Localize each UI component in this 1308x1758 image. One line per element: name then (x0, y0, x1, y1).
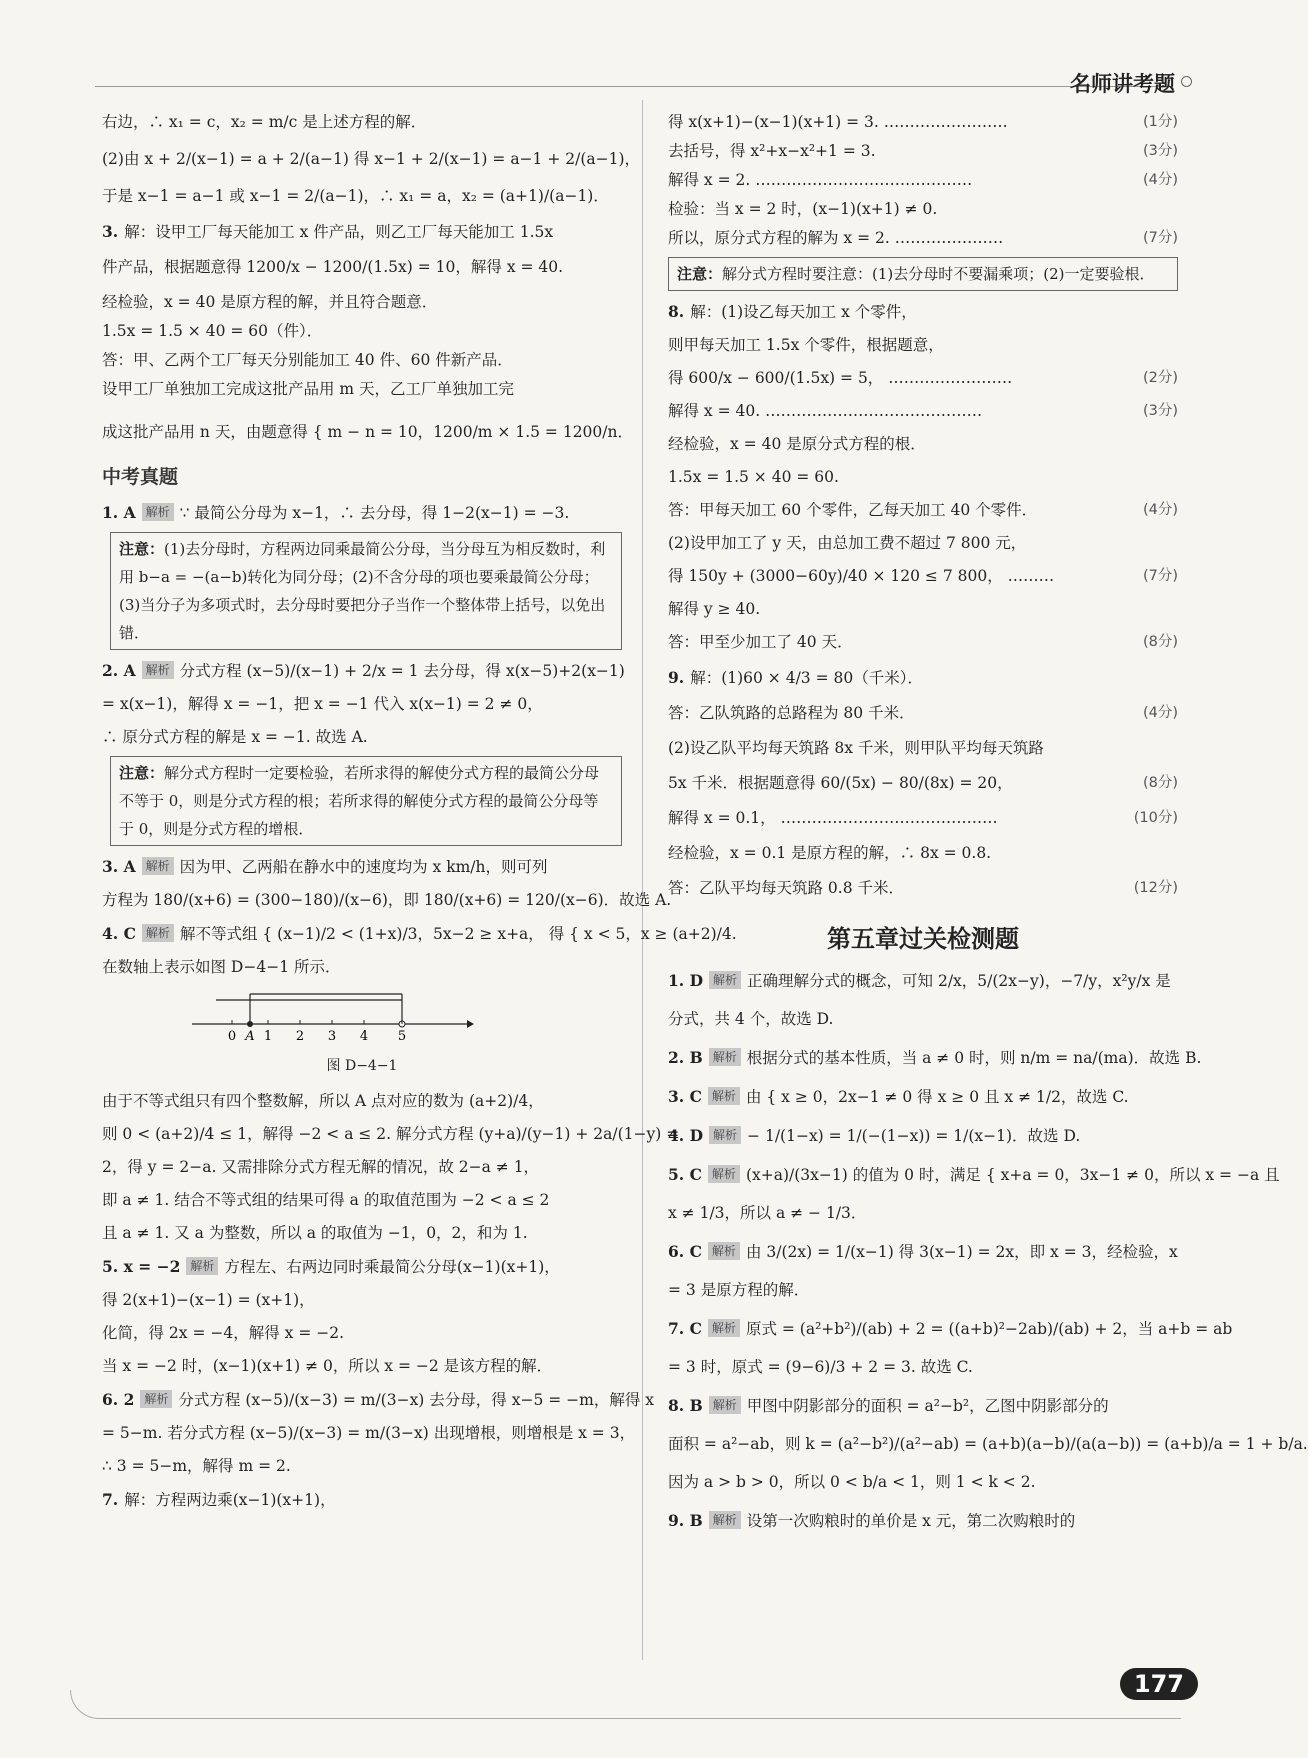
text: − 1/(1−x) = 1/(−(1−x)) = 1/(x−1)．故选 D. (747, 1127, 1081, 1145)
tick-label: 5 (397, 1029, 407, 1044)
note-label: 注意： (677, 265, 723, 283)
answer-tag: 解析 (708, 1242, 740, 1260)
answer-tag: 解： (124, 223, 156, 241)
answer-tag: 解析 (709, 1396, 741, 1414)
answer-line (668, 1043, 1202, 1073)
number-line (192, 986, 472, 1044)
chapter-items (668, 966, 1308, 1536)
answer-tag: 解析 (709, 1126, 741, 1144)
text-line (668, 1353, 1178, 1382)
text-line: 右边，∴ x₁ = c，x₂ = m/c 是上述方程的解． (102, 113, 427, 131)
text-line (102, 1352, 622, 1381)
text-line (668, 1005, 1178, 1034)
text: 则 0 < (a+2)/4 ≤ 1，解得 −2 < a ≤ 2. 解分式方程 (y+a)/(y−1) + 2a/(1−y) = (102, 1125, 680, 1143)
answer-line (102, 1252, 622, 1282)
text: 分式，共 4 个，故选 D. (668, 1010, 834, 1028)
text: 面积 = a²−ab，则 k = (a²−b²)/(a²−ab) = (a+b)(a−b)/(a(a−b)) = (a+b)/a = 1 + b/a. (668, 1435, 1308, 1453)
tick-label: 4 (359, 1029, 369, 1044)
answer-tag: 解析 (186, 1257, 218, 1275)
text: 答：甲至少加工了 40 天． (668, 633, 853, 651)
answer-tag: 解： (124, 1491, 156, 1509)
answer-tag: 解析 (708, 1087, 740, 1105)
text: 5x 千米．根据题意得 60/(5x) − 80/(8x) = 20， (668, 774, 1013, 792)
text: 得 2(x+1)−(x−1) = (x+1)， (102, 1291, 315, 1309)
text: 由于不等式组只有四个整数解，所以 A 点对应的数为 (a+2)/4， (102, 1092, 544, 1110)
question-number: 7. (102, 1490, 119, 1509)
text-line (668, 1430, 1308, 1459)
answer-line (668, 1506, 1178, 1536)
q8-lines (668, 297, 1178, 657)
text-line (102, 1120, 680, 1149)
text-line: 1.5x = 1.5 × 40 = 60（件）． (102, 322, 323, 340)
text: ∵ 最简公分母为 x−1，∴ 去分母，得 1−2(x−1) = −3. (179, 504, 570, 522)
question-number: 2. A (102, 661, 136, 680)
text-line: 经检验，x = 40 是原方程的解，并且符合题意． (102, 293, 438, 311)
tick-label: 0 (227, 1029, 237, 1044)
answer-line (102, 1385, 654, 1415)
answer-line (668, 1160, 1280, 1190)
answer-line (668, 137, 1178, 166)
text: 分式方程 (x−5)/(x−3) = m/(3−x) 去分母，得 x−5 = −m，解得 x (178, 1391, 654, 1409)
text-line: 件产品，根据题意得 1200/x − 1200/(1.5x) = 10，解得 x = 40. (102, 258, 564, 276)
note-box (110, 532, 622, 650)
page-number: 177 (1120, 1668, 1198, 1700)
text: 因为甲、乙两船在静水中的速度均为 x km/h，则可列 (179, 858, 548, 876)
answer-tag: 解析 (709, 971, 741, 989)
answer-line (668, 628, 1178, 657)
text: (1)60 × 4/3 = 80（千米）． (721, 669, 923, 687)
text: = x(x−1)，解得 x = −1，把 x = −1 代入 x(x−1) = 2 ≠ 0， (102, 695, 543, 713)
answer-line (668, 734, 1178, 763)
answer-line (668, 224, 1178, 253)
score-label: (4分) (1142, 172, 1178, 188)
answer-line (668, 595, 1178, 624)
answer-tag: 解析 (142, 924, 174, 942)
text: = 5−m. 若分式方程 (x−5)/(x−3) = m/(3−x) 出现增根，则增根是 x = 3， (102, 1424, 636, 1442)
answer-tag: 解析 (709, 1048, 741, 1066)
number-line-figure (192, 986, 622, 1054)
note-text: (1)去分母时，方程两边同乘最简公分母，当分母互为相反数时，利用 b−a = −(a−b)转化为同分母；(2)不含分母的项也要乘最简公分母；(3)当分子为多项式时，去分母时要把分子当作一个整体带上括号，以免出错． (119, 540, 606, 642)
text: 则甲每天加工 1.5x 个零件，根据题意， (668, 336, 944, 354)
note-box (668, 257, 1178, 291)
answer-line (668, 562, 1178, 591)
question-number: 6. 2 (102, 1390, 135, 1409)
answer-line (668, 1082, 1178, 1112)
text: 答：乙队平均每天筑路 0.8 千米． (668, 879, 905, 897)
question-number: 4. C (102, 924, 136, 943)
text: 根据分式的基本性质，当 a ≠ 0 时，则 n/m = na/(ma)．故选 B. (746, 1049, 1202, 1067)
question-number: 3. (102, 222, 119, 241)
tick-label: 2 (295, 1029, 305, 1044)
answer-tag: 解析 (142, 661, 174, 679)
text: 分式方程 (x−5)/(x−1) + 2/x = 1 去分母，得 x(x−5)+2(x−1) (179, 662, 625, 680)
text: 正确理解分式的概念，可知 2/x，5/(2x−y)，−7/y，x²y/x 是 (747, 972, 1171, 990)
answer-tag: 解析 (709, 1511, 741, 1529)
score-label: (12分) (1133, 880, 1178, 896)
answer-tag: 解析 (142, 503, 174, 521)
score-label: (10分) (1133, 810, 1178, 826)
figure-caption: 图 D−4−1 (326, 1058, 398, 1074)
answer-line (668, 364, 1178, 393)
note-label: 注意： (119, 540, 165, 558)
answer-line (668, 463, 1178, 492)
answer-tag: 解析 (708, 1165, 740, 1183)
score-label: (7分) (1142, 230, 1178, 246)
text-line: 成这批产品用 n 天，由题意得 { m − n = 10，1200/m × 1.5 = 1200/n． (102, 423, 633, 441)
arrow-icon (467, 1020, 474, 1028)
question-number: 7. C (668, 1319, 702, 1338)
text-line (102, 1186, 622, 1215)
tick-label: A (245, 1029, 255, 1044)
text: 即 a ≠ 1. 结合不等式组的结果可得 a 的取值范围为 −2 < a ≤ 2 (102, 1191, 550, 1209)
answer-line (668, 874, 1178, 903)
score-label: (3分) (1142, 143, 1178, 159)
text: = 3 是原方程的解． (668, 1281, 810, 1299)
answer-line (668, 769, 1178, 798)
footer-curve (70, 1690, 1181, 1719)
score-label: (7分) (1142, 568, 1178, 584)
text: (1)设乙每天加工 x 个零件， (721, 303, 917, 321)
text: 得 x(x+1)−(x−1)(x+1) = 3. …………………… (668, 113, 1008, 131)
text: ∴ 原分式方程的解是 x = −1. 故选 A. (102, 728, 368, 746)
answer-line (668, 166, 1178, 195)
text: 因为 a > b > 0，所以 0 < b/a < 1，则 1 < k < 2. (668, 1473, 1036, 1491)
right-column (668, 108, 1308, 1536)
text: x ≠ 1/3，所以 a ≠ − 1/3． (668, 1204, 867, 1222)
text: 方程为 180/(x+6) = (300−180)/(x−6)，即 180/(x+6) = 120/(x−6)．故选 A. (102, 891, 672, 909)
answer-line (668, 331, 1178, 360)
text: 答：乙队筑路的总路程为 80 千米． (668, 704, 915, 722)
question-number: 1. A (102, 503, 136, 522)
left-items-after (102, 1087, 680, 1515)
text-line (102, 1087, 622, 1116)
score-label: (8分) (1142, 775, 1178, 791)
answer-line (668, 195, 1178, 224)
text-line: 答：甲、乙两个工厂每天分别能加工 40 件、60 件新产品． (102, 351, 513, 369)
question-number: 6. C (668, 1242, 702, 1261)
text: (2)设甲加工了 y 天，由总加工费不超过 7 800 元， (668, 534, 1027, 552)
answer-line (102, 852, 622, 882)
text: 方程左、右两边同时乘最简公分母(x−1)(x+1)， (224, 1258, 560, 1276)
answer-tag: 解析 (140, 1390, 172, 1408)
text: 经检验，x = 40 是原分式方程的根． (668, 435, 926, 453)
text: 方程两边乘(x−1)(x+1)， (155, 1491, 336, 1509)
note-text: 解分式方程时要注意：(1)去分母时不要漏乘项；(2)一定要验根． (722, 265, 1155, 283)
circle-icon (1181, 76, 1192, 87)
question-number: 9. (668, 668, 685, 687)
answer-line (668, 966, 1178, 996)
answer-line (668, 1314, 1233, 1344)
text: 去括号，得 x²+x−x²+1 = 3. (668, 142, 876, 160)
text: 解得 x = 40. …………………………………… (668, 402, 983, 420)
text-line: (2)由 x + 2/(x−1) = a + 2/(a−1) 得 x−1 + 2/(x−1) = a−1 + 2/(a−1)， (102, 150, 641, 168)
text: 答：甲每天加工 60 个零件，乙每天加工 40 个零件． (668, 501, 1038, 519)
answer-line (668, 804, 1178, 833)
answer-line (102, 1485, 622, 1515)
score-label: (2分) (1142, 370, 1178, 386)
answer-line (668, 699, 1178, 728)
header-brand: 名师讲考题 (1070, 68, 1192, 98)
answer-line (668, 108, 1178, 137)
answer-line (668, 397, 1178, 426)
tick-label: 3 (327, 1029, 337, 1044)
score-label: (1分) (1142, 114, 1178, 130)
text: 设甲工厂每天能加工 x 件产品，则乙工厂每天能加工 1.5x (155, 223, 554, 241)
answer-line (102, 217, 622, 247)
answer-line (668, 430, 1178, 459)
text-line (102, 690, 622, 719)
text-line: 设甲工厂单独加工完成这批产品用 m 天，乙工厂单独加工完 (102, 380, 515, 398)
note-label: 注意： (119, 764, 165, 782)
text: 检验：当 x = 2 时，(x−1)(x+1) ≠ 0. (668, 200, 938, 218)
text: 化简，得 2x = −4，解得 x = −2. (102, 1324, 345, 1342)
question-number: 3. C (668, 1087, 702, 1106)
answer-line (668, 839, 1178, 868)
answer-line (102, 656, 625, 686)
text: 由 3/(2x) = 1/(x−1) 得 3(x−1) = 2x，即 x = 3，经检验，x (745, 1243, 1178, 1261)
answer-line (668, 297, 1178, 327)
tick-label: 1 (263, 1029, 273, 1044)
question-number: 8. B (668, 1396, 703, 1415)
score-label: (4分) (1142, 502, 1178, 518)
answer-line (668, 1237, 1178, 1267)
text: 2，得 y = 2−a. 又需排除分式方程无解的情况，故 2−a ≠ 1， (102, 1158, 540, 1176)
text: 1.5x = 1.5 × 40 = 60. (668, 468, 839, 486)
text: (2)设乙队平均每天筑路 8x 千米，则甲队平均每天筑路 (668, 739, 1044, 757)
text-line (102, 723, 622, 752)
text: (x+a)/(3x−1) 的值为 0 时，满足 { x+a = 0，3x−1 ≠ 0，所以 x = −a 且 (745, 1166, 1280, 1184)
column-divider (642, 100, 643, 1660)
question-number: 8. (668, 302, 685, 321)
answer-tag: 解析 (708, 1319, 740, 1337)
chapter-title: 第五章过关检测题 (827, 925, 1019, 953)
text: 经检验，x = 0.1 是原方程的解，∴ 8x = 0.8. (668, 844, 992, 862)
header-rule (95, 86, 1170, 87)
text: 解得 x = 0.1， …………………………………… (668, 809, 998, 827)
answer-tag: 解： (690, 669, 722, 687)
score-label: (3分) (1142, 403, 1178, 419)
section-title: 中考真题 (102, 466, 179, 488)
text: 得 150y + (3000−60y)/40 × 120 ≤ 7 800， ……… (668, 567, 1055, 585)
answer-line (668, 1121, 1178, 1151)
answer-line (102, 498, 622, 528)
score-label: (4分) (1142, 705, 1178, 721)
text-line (102, 1219, 622, 1248)
text-line (102, 886, 672, 915)
score-label: (8分) (1142, 634, 1178, 650)
text: 得 600/x − 600/(1.5x) = 5， …………………… (668, 369, 1013, 387)
question-number: 2. B (668, 1048, 703, 1067)
question-number: 3. A (102, 857, 136, 876)
text-line (102, 1286, 622, 1315)
text: ∴ 3 = 5−m，解得 m = 2. (102, 1457, 291, 1475)
text: 甲图中阴影部分的面积 = a²−b²，乙图中阴影部分的 (746, 1397, 1109, 1415)
text-line (668, 1199, 1178, 1228)
text: 解得 y ≥ 40. (668, 600, 761, 618)
answer-line (102, 919, 737, 949)
text-line (102, 1319, 622, 1348)
text-line (102, 953, 622, 982)
answer-line (668, 663, 1178, 693)
text-line (102, 1153, 622, 1182)
text: 所以，原分式方程的解为 x = 2. ………………… (668, 229, 1004, 247)
text: = 3 时，原式 = (9−6)/3 + 2 = 3. 故选 C. (668, 1358, 973, 1376)
question-number: 4. D (668, 1126, 704, 1145)
note-text: 解分式方程时一定要检验，若所求得的解使分式方程的最简公分母不等于 0，则是分式方程的根；若所求得的解使分式方程的最简公分母等于 0，则是分式方程的增根． (119, 764, 600, 838)
question-number: 1. D (668, 971, 704, 990)
text: 在数轴上表示如图 D−4−1 所示． (102, 958, 341, 976)
text: 原式 = (a²+b²)/(ab) + 2 = ((a+b)²−2ab)/(ab) + 2，当 a+b = ab (745, 1320, 1233, 1338)
answer-line (668, 1391, 1178, 1421)
text-line (102, 1419, 636, 1448)
note-box (110, 756, 622, 846)
question-number: 9. B (668, 1511, 703, 1530)
text: 由 { x ≥ 0，2x−1 ≠ 0 得 x ≥ 0 且 x ≠ 1/2，故选 C. (745, 1088, 1129, 1106)
answer-tag: 解： (690, 303, 722, 321)
text: 解不等式组 { (x−1)/2 < (1+x)/3，5x−2 ≥ x+a， 得 { x < 5，x ≥ (a+2)/4. (179, 925, 737, 943)
text: 当 x = −2 时，(x−1)(x+1) ≠ 0，所以 x = −2 是该方程的解． (102, 1357, 553, 1375)
text: 设第一次购粮时的单价是 x 元，第二次购粮时的 (746, 1512, 1076, 1530)
page-footer (70, 1690, 1190, 1730)
text: 且 a ≠ 1. 又 a 为整数，所以 a 的取值为 −1，0，2，和为 1. (102, 1224, 528, 1242)
q9-lines (668, 663, 1178, 903)
text-line (668, 1468, 1178, 1497)
answer-tag: 解析 (142, 857, 174, 875)
q7-lines (668, 108, 1178, 253)
answer-line (668, 529, 1178, 558)
question-number: 5. C (668, 1165, 702, 1184)
text-line (102, 1452, 622, 1481)
text-line: 于是 x−1 = a−1 或 x−1 = 2/(a−1)，∴ x₁ = a，x₂ = (a+1)/(a−1)． (102, 187, 609, 205)
question-number: 5. x = −2 (102, 1257, 181, 1276)
text: 解得 x = 2. …………………………………… (668, 171, 973, 189)
text-line (668, 1276, 1178, 1305)
answer-line (668, 496, 1178, 525)
